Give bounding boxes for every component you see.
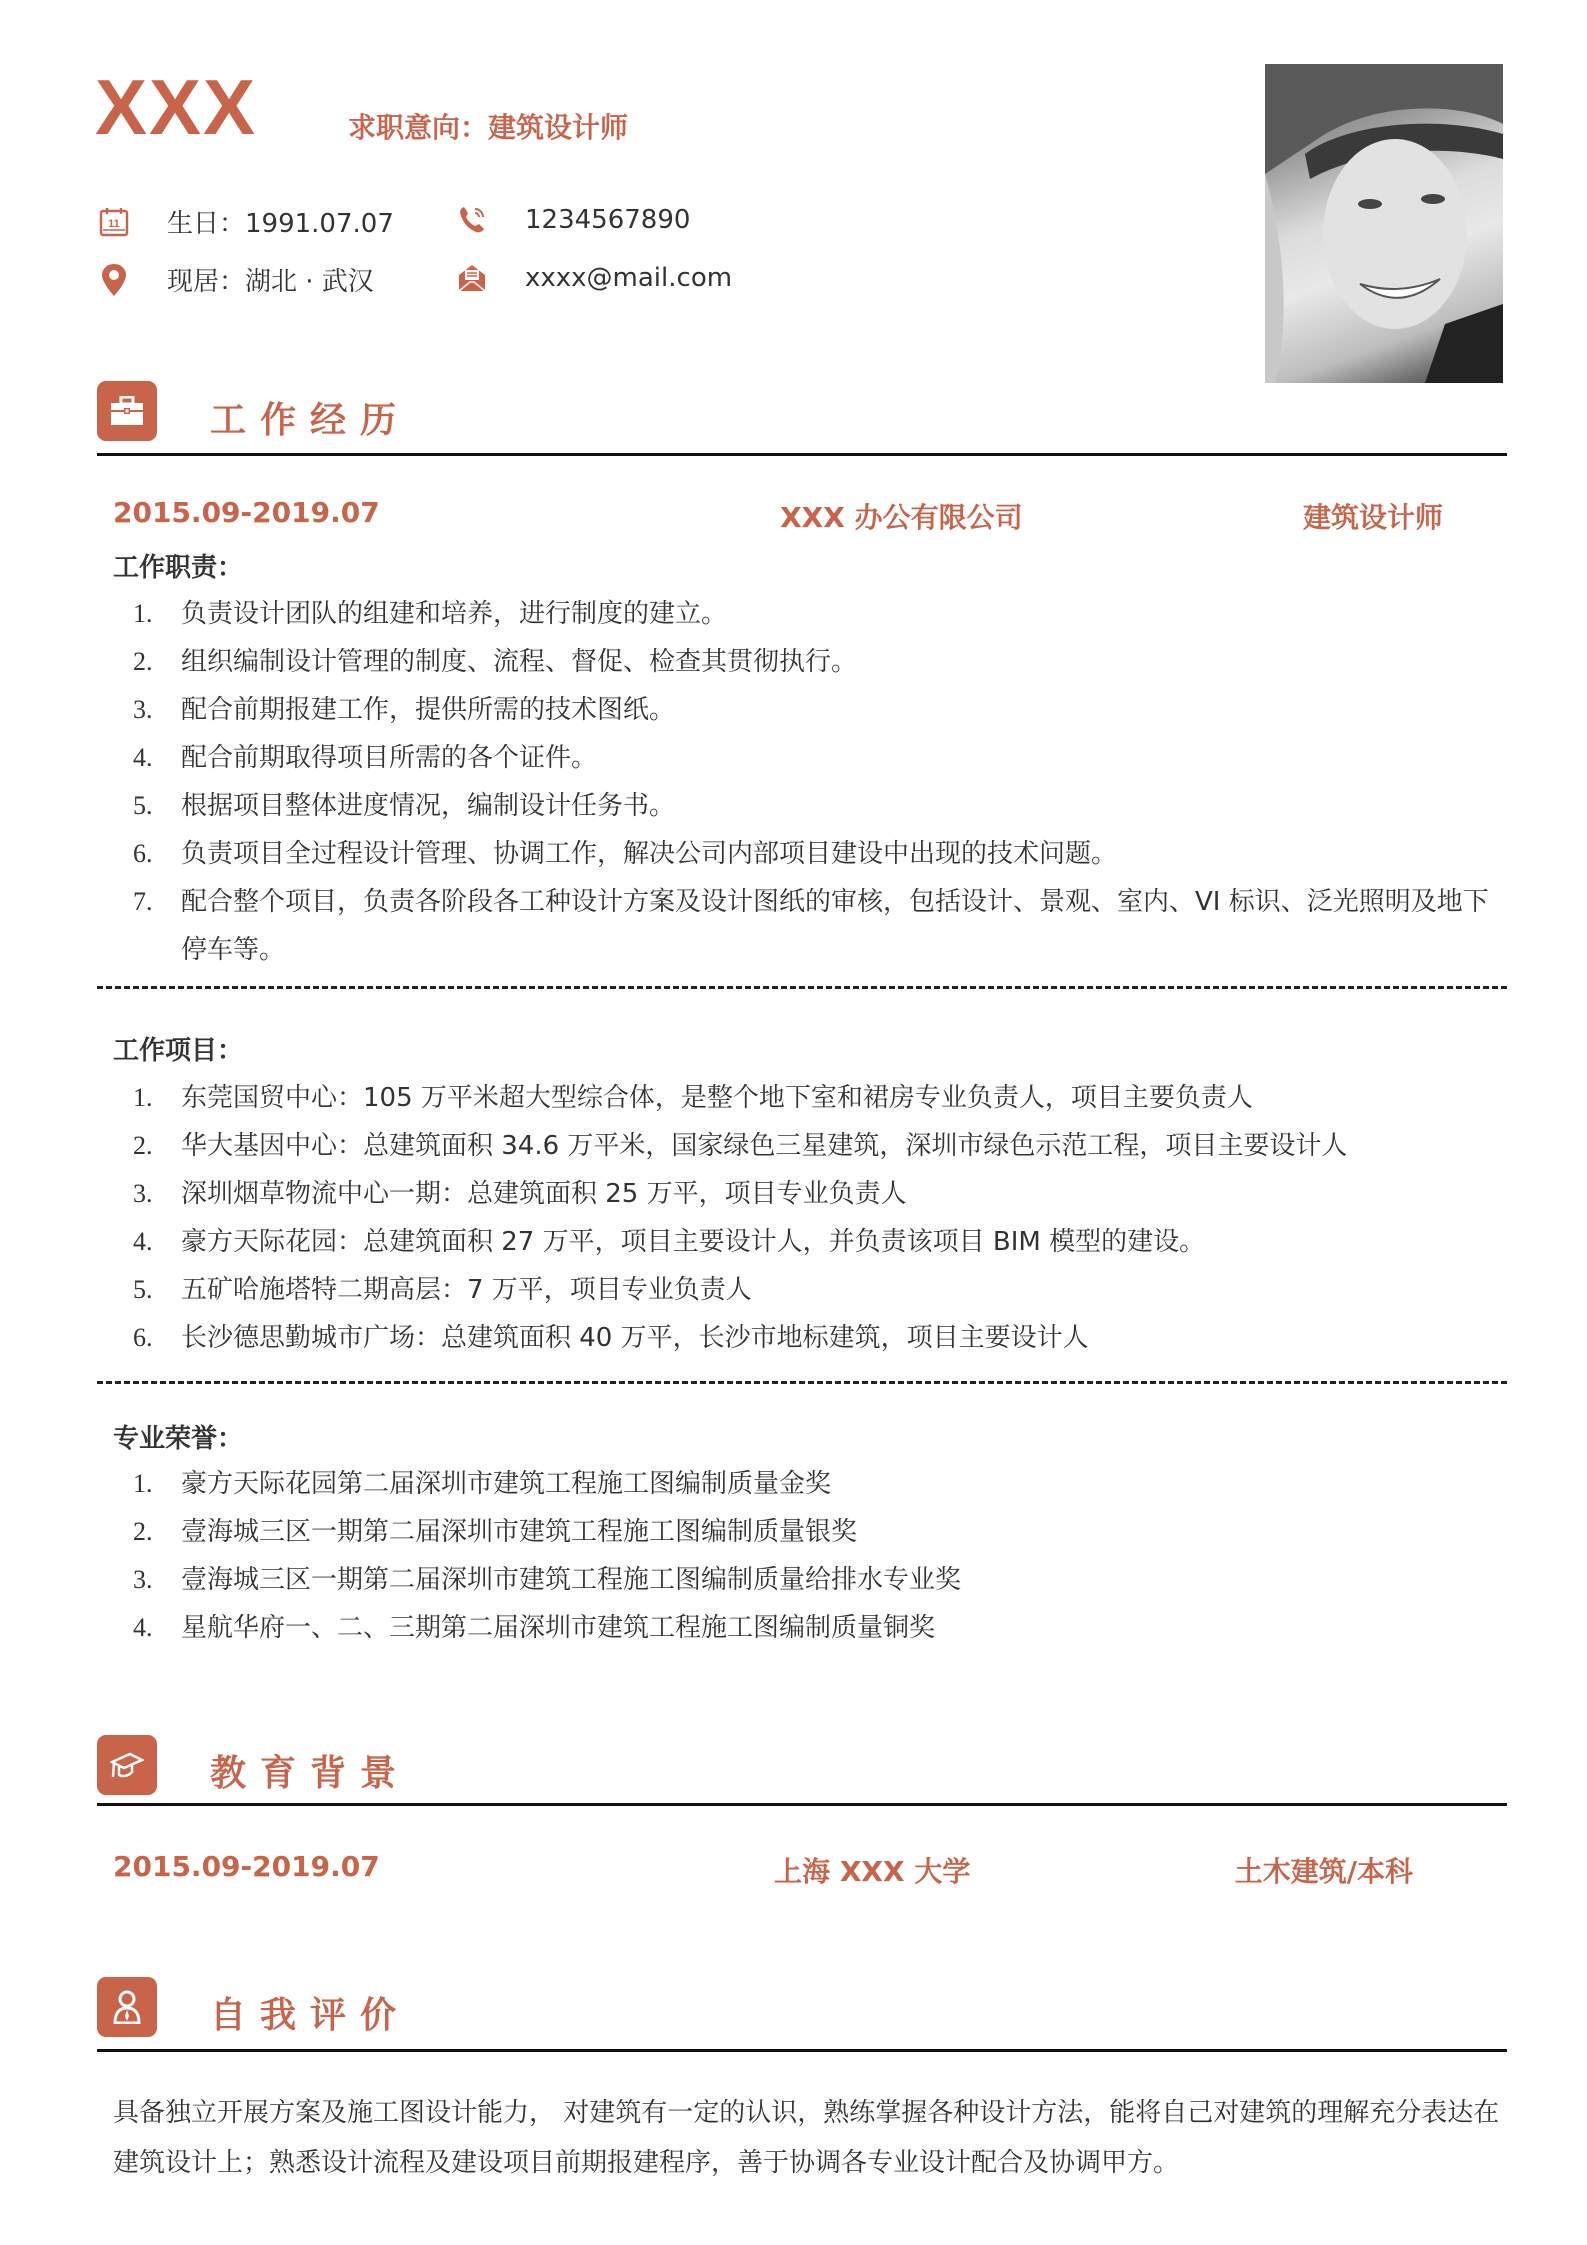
candidate-name: XXX (95, 63, 258, 151)
work-period: 2015.09-2019.07 (113, 496, 380, 529)
list-item: 3. 壹海城三区一期第二届深圳市建筑工程施工图编制质量给排水专业奖 (133, 1565, 962, 1595)
contact-location (97, 261, 374, 298)
birthday-text: 生日：1991.07.07 (167, 209, 394, 239)
phone-text: 1234567890 (525, 205, 691, 235)
location-pin-icon (97, 263, 131, 297)
list-item: 6. 负责项目全过程设计管理、协调工作，解决公司内部项目建设中出现的技术问题。 (133, 839, 1118, 869)
list-item: 6. 长沙德思勤城市广场：总建筑面积 40 万平，长沙市地标建筑，项目主要设计人 (133, 1323, 1089, 1353)
contact-email (455, 261, 732, 295)
svg-text:11: 11 (108, 217, 120, 230)
list-item: 5. 五矿哈施塔特二期高层：7 万平，项目专业负责人 (133, 1275, 752, 1305)
projects-list (113, 1074, 1493, 1362)
section-title-self-eval: 自我评价 (210, 1995, 411, 2036)
profile-photo (1265, 64, 1503, 383)
projects-label: 工作项目： (113, 1036, 244, 1066)
job-objective: 求职意向：建筑设计师 (348, 111, 629, 144)
work-company: XXX 办公有限公司 (780, 501, 1023, 534)
list-item: 4. 星航华府一、二、三期第二届深圳市建筑工程施工图编制质量铜奖 (133, 1613, 936, 1643)
education-major: 土木建筑/本科 (1234, 1855, 1413, 1888)
section-divider (97, 2049, 1507, 2052)
section-title-work: 工作经历 (210, 400, 411, 441)
phone-icon (455, 203, 489, 237)
honors-label: 专业荣誉： (113, 1424, 244, 1454)
list-item: 2. 组织编制设计管理的制度、流程、督促、检查其贯彻执行。 (133, 647, 858, 677)
graduation-cap-section-icon (97, 1735, 157, 1795)
duties-list (113, 590, 1493, 974)
email-text: xxxx@mail.com (525, 263, 733, 293)
location-text: 现居：湖北 · 武汉 (167, 267, 374, 297)
education-entry (113, 1850, 1443, 1890)
person-section-icon (97, 1977, 157, 2037)
list-item: 5. 根据项目整体进度情况，编制设计任务书。 (133, 791, 676, 821)
list-item: 3. 深圳烟草物流中心一期：总建筑面积 25 万平，项目专业负责人 (133, 1179, 907, 1209)
list-item: 1. 豪方天际花园第二届深圳市建筑工程施工图编制质量金奖 (133, 1469, 832, 1499)
list-item: 3. 配合前期报建工作，提供所需的技术图纸。 (133, 695, 676, 725)
work-position: 建筑设计师 (1302, 501, 1443, 534)
work-entry-header (113, 496, 1443, 536)
section-divider (97, 1803, 1507, 1806)
section-divider (97, 453, 1507, 456)
briefcase-section-icon (97, 381, 157, 441)
list-item: 2. 华大基因中心：总建筑面积 34.6 万平米，国家绿色三星建筑，深圳市绿色示范工程，项目主要设计人 (133, 1131, 1348, 1161)
education-period: 2015.09-2019.07 (113, 1850, 380, 1883)
envelope-icon (455, 261, 489, 295)
dashed-divider (97, 1381, 1507, 1384)
list-item: 1. 负责设计团队的组建和培养，进行制度的建立。 (133, 599, 728, 629)
duties-label: 工作职责： (113, 553, 244, 583)
education-school: 上海 XXX 大学 (774, 1855, 971, 1888)
calendar-icon (97, 205, 131, 239)
list-item: 4. 配合前期取得项目所需的各个证件。 (133, 743, 598, 773)
self-eval-text: 具备独立开展方案及施工图设计能力， 对建筑有一定的认识，熟练掌握各种设计方法，能将自己对建筑的理解充分表达在建筑设计上；熟悉设计流程及建设项目前期报建程序，善于协调各专业设计配合及协调甲方。 (113, 2098, 1500, 2178)
honors-list (113, 1460, 1493, 1652)
section-title-education: 教育背景 (210, 1753, 411, 1794)
list-item: 7. 配合整个项目，负责各阶段各工种设计方案及设计图纸的审核，包括设计、景观、室内、VI 标识、泛光照明及地下停车等。 (133, 887, 1489, 965)
list-item: 1. 东莞国贸中心：105 万平米超大型综合体，是整个地下室和裙房专业负责人，项目主要负责人 (133, 1083, 1253, 1113)
contact-phone (455, 203, 690, 237)
list-item: 2. 壹海城三区一期第二届深圳市建筑工程施工图编制质量银奖 (133, 1517, 858, 1547)
list-item: 4. 豪方天际花园：总建筑面积 27 万平，项目主要设计人，并负责该项目 BIM 模型的建设。 (133, 1227, 1206, 1257)
contact-birthday (97, 203, 394, 240)
dashed-divider (97, 986, 1507, 989)
